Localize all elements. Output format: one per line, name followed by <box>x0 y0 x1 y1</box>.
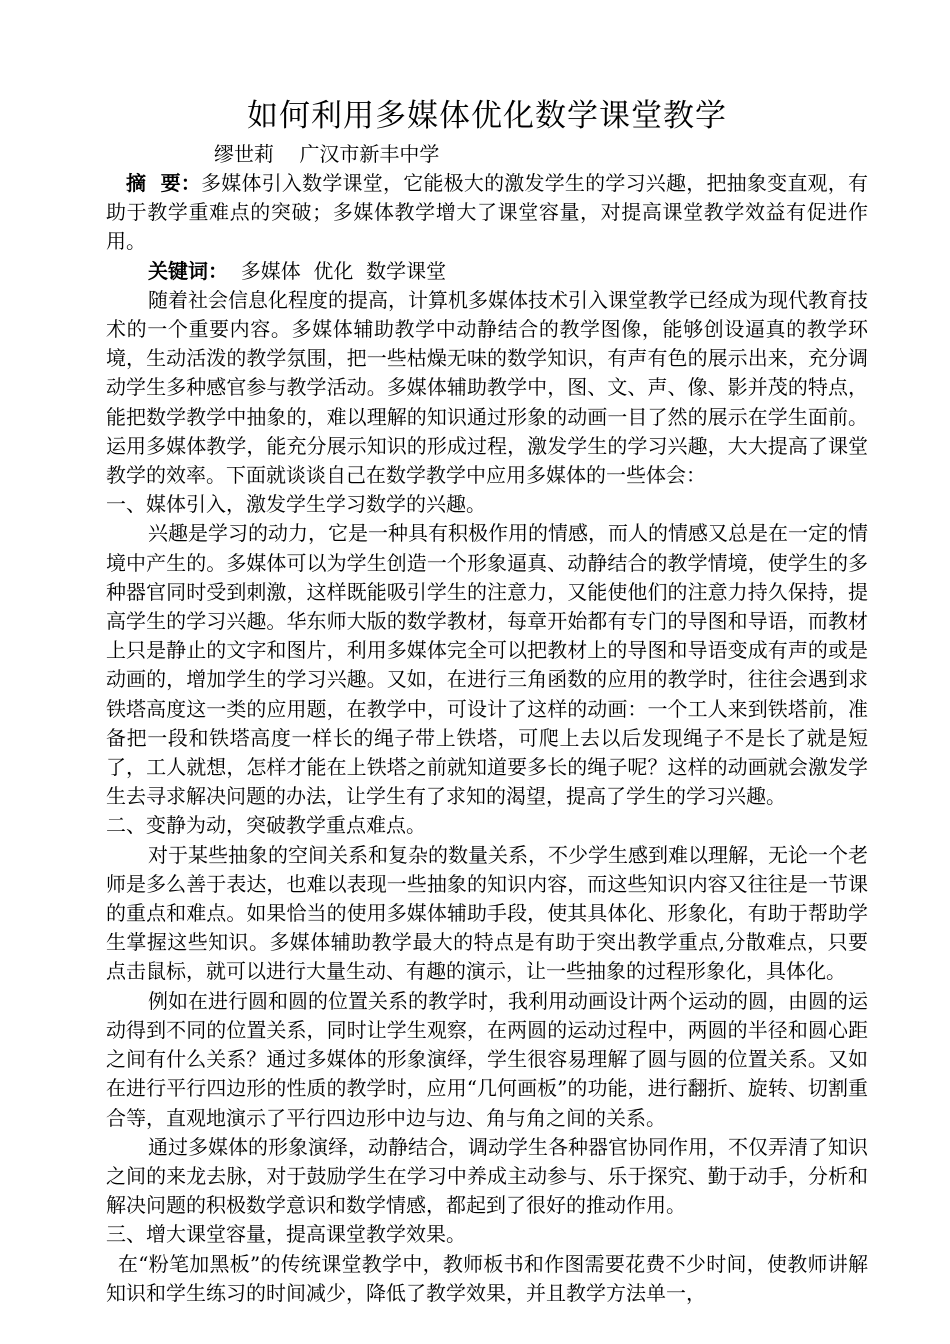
section3-paragraph-1: 在“粉笔加黑板”的传统课堂教学中，教师板书和作图需要花费不少时间，使教师讲解知识和学生练习的时间减少，降低了教学效果，并且教学方法单一， <box>106 1251 868 1305</box>
section2-paragraph-2: 例如在进行圆和圆的位置关系的教学时，我利用动画设计两个运动的圆，由圆的运动得到不同的位置关系，同时让学生观察，在两圆的运动过程中，两圆的半径和圆心距之间有什么关系？通过多媒体的形象演绎，学生很容易理解了圆与圆的位置关系。又如在进行平行四边形的性质的教学时，应用“几何画板”的功能，进行翻折、旋转、切割重合等，直观地演示了平行四边形中边与边、角与角之间的关系。 <box>106 988 868 1130</box>
keywords <box>106 257 868 286</box>
keywords-label: 关键词： <box>148 258 228 283</box>
abstract-label: 摘 要： <box>126 171 202 195</box>
section2-paragraph-1: 对于某些抽象的空间关系和复杂的数量关系，不少学生感到难以理解，无论一个老师是多么善于表达，也难以表现一些抽象的知识内容，而这些知识内容又往往是一节课的重点和难点。如果恰当的使用多媒体辅助手段，使其具体化、形象化，有助于帮助学生掌握这些知识。多媒体辅助教学最大的特点是有助于突出教学重点,分散难点，只要点击鼠标，就可以进行大量生动、有趣的演示，让一些抽象的过程形象化，具体化。 <box>106 842 868 984</box>
abstract-text: 多媒体引入数学课堂，它能极大的激发学生的学习兴趣，把抽象变直观，有助于教学重难点的突破；多媒体教学增大了课堂容量，对提高课堂教学效益有促进作用。 <box>106 171 868 254</box>
author-school: 广汉市新丰中学 <box>299 142 440 166</box>
author-name: 缪世莉 <box>214 142 274 166</box>
section2-paragraph-3: 通过多媒体的形象演绎，动静结合，调动学生各种器官协同作用，不仅弄清了知识之间的来龙去脉，对于鼓励学生在学习中养成主动参与、乐于探究、勤于动手，分析和解决问题的积极数学意识和数学情感，都起到了很好的推动作用。 <box>106 1134 868 1218</box>
section3-heading: 三、增大课堂容量，提高课堂教学效果。 <box>106 1222 466 1247</box>
keywords-text: 多媒体 优化 数学课堂 <box>240 258 447 283</box>
author-line <box>106 140 868 169</box>
section1-paragraph-1: 兴趣是学习的动力，它是一种具有积极作用的情感，而人的情感又总是在一定的情境中产生的。多媒体可以为学生创造一个形象逼真、动静结合的教学情境，使学生的多种器官同时受到刺激，这样既能吸引学生的注意力，又能使他们的注意力持久保持，提高学生的学习兴趣。华东师大版的数学教材，每章开始都有专门的导图和导语，而教材上只是静止的文字和图片，利用多媒体完全可以把教材上的导图和导语变成有声的或是动画的，增加学生的学习兴趣。又如，在进行三角函数的应用的教学时，往往会遇到求铁塔高度这一类的应用题，在教学中，可设计了这样的动画：一个工人来到铁塔前，准备把一段和铁塔高度一样长的绳子带上铁塔，可爬上去以后发现绳子不是长了就是短了，工人就想，怎样才能在上铁塔之前就知道要多长的绳子呢？这样的动画就会激发学生去寻求解决问题的办法，让学生有了求知的渴望，提高了学生的学习兴趣。 <box>106 521 868 809</box>
intro-paragraph: 随着社会信息化程度的提高，计算机多媒体技术引入课堂教学已经成为现代教育技术的一个重要内容。多媒体辅助教学中动静结合的教学图像，能够创设逼真的教学环境，生动活泼的教学氛围，把一些枯燥无味的数学知识，有声有色的展示出来，充分调动学生多种感官参与教学活动。多媒体辅助教学中，图、文、声、像、影并茂的特点，能把数学教学中抽象的，难以理解的知识通过形象的动画一目了然的展示在学生面前。运用多媒体教学，能充分展示知识的形成过程，激发学生的学习兴趣，大大提高了课堂教学的效率。下面就谈谈自己在数学教学中应用多媒体的一些体会： <box>106 287 868 488</box>
section2-heading: 二、变静为动，突破教学重点难点。 <box>106 813 426 838</box>
abstract <box>106 169 868 257</box>
document-page <box>106 96 868 1308</box>
document-title: 如何利用多媒体优化数学课堂教学 <box>247 98 727 134</box>
section1-heading: 一、媒体引入，激发学生学习数学的兴趣。 <box>106 492 486 517</box>
